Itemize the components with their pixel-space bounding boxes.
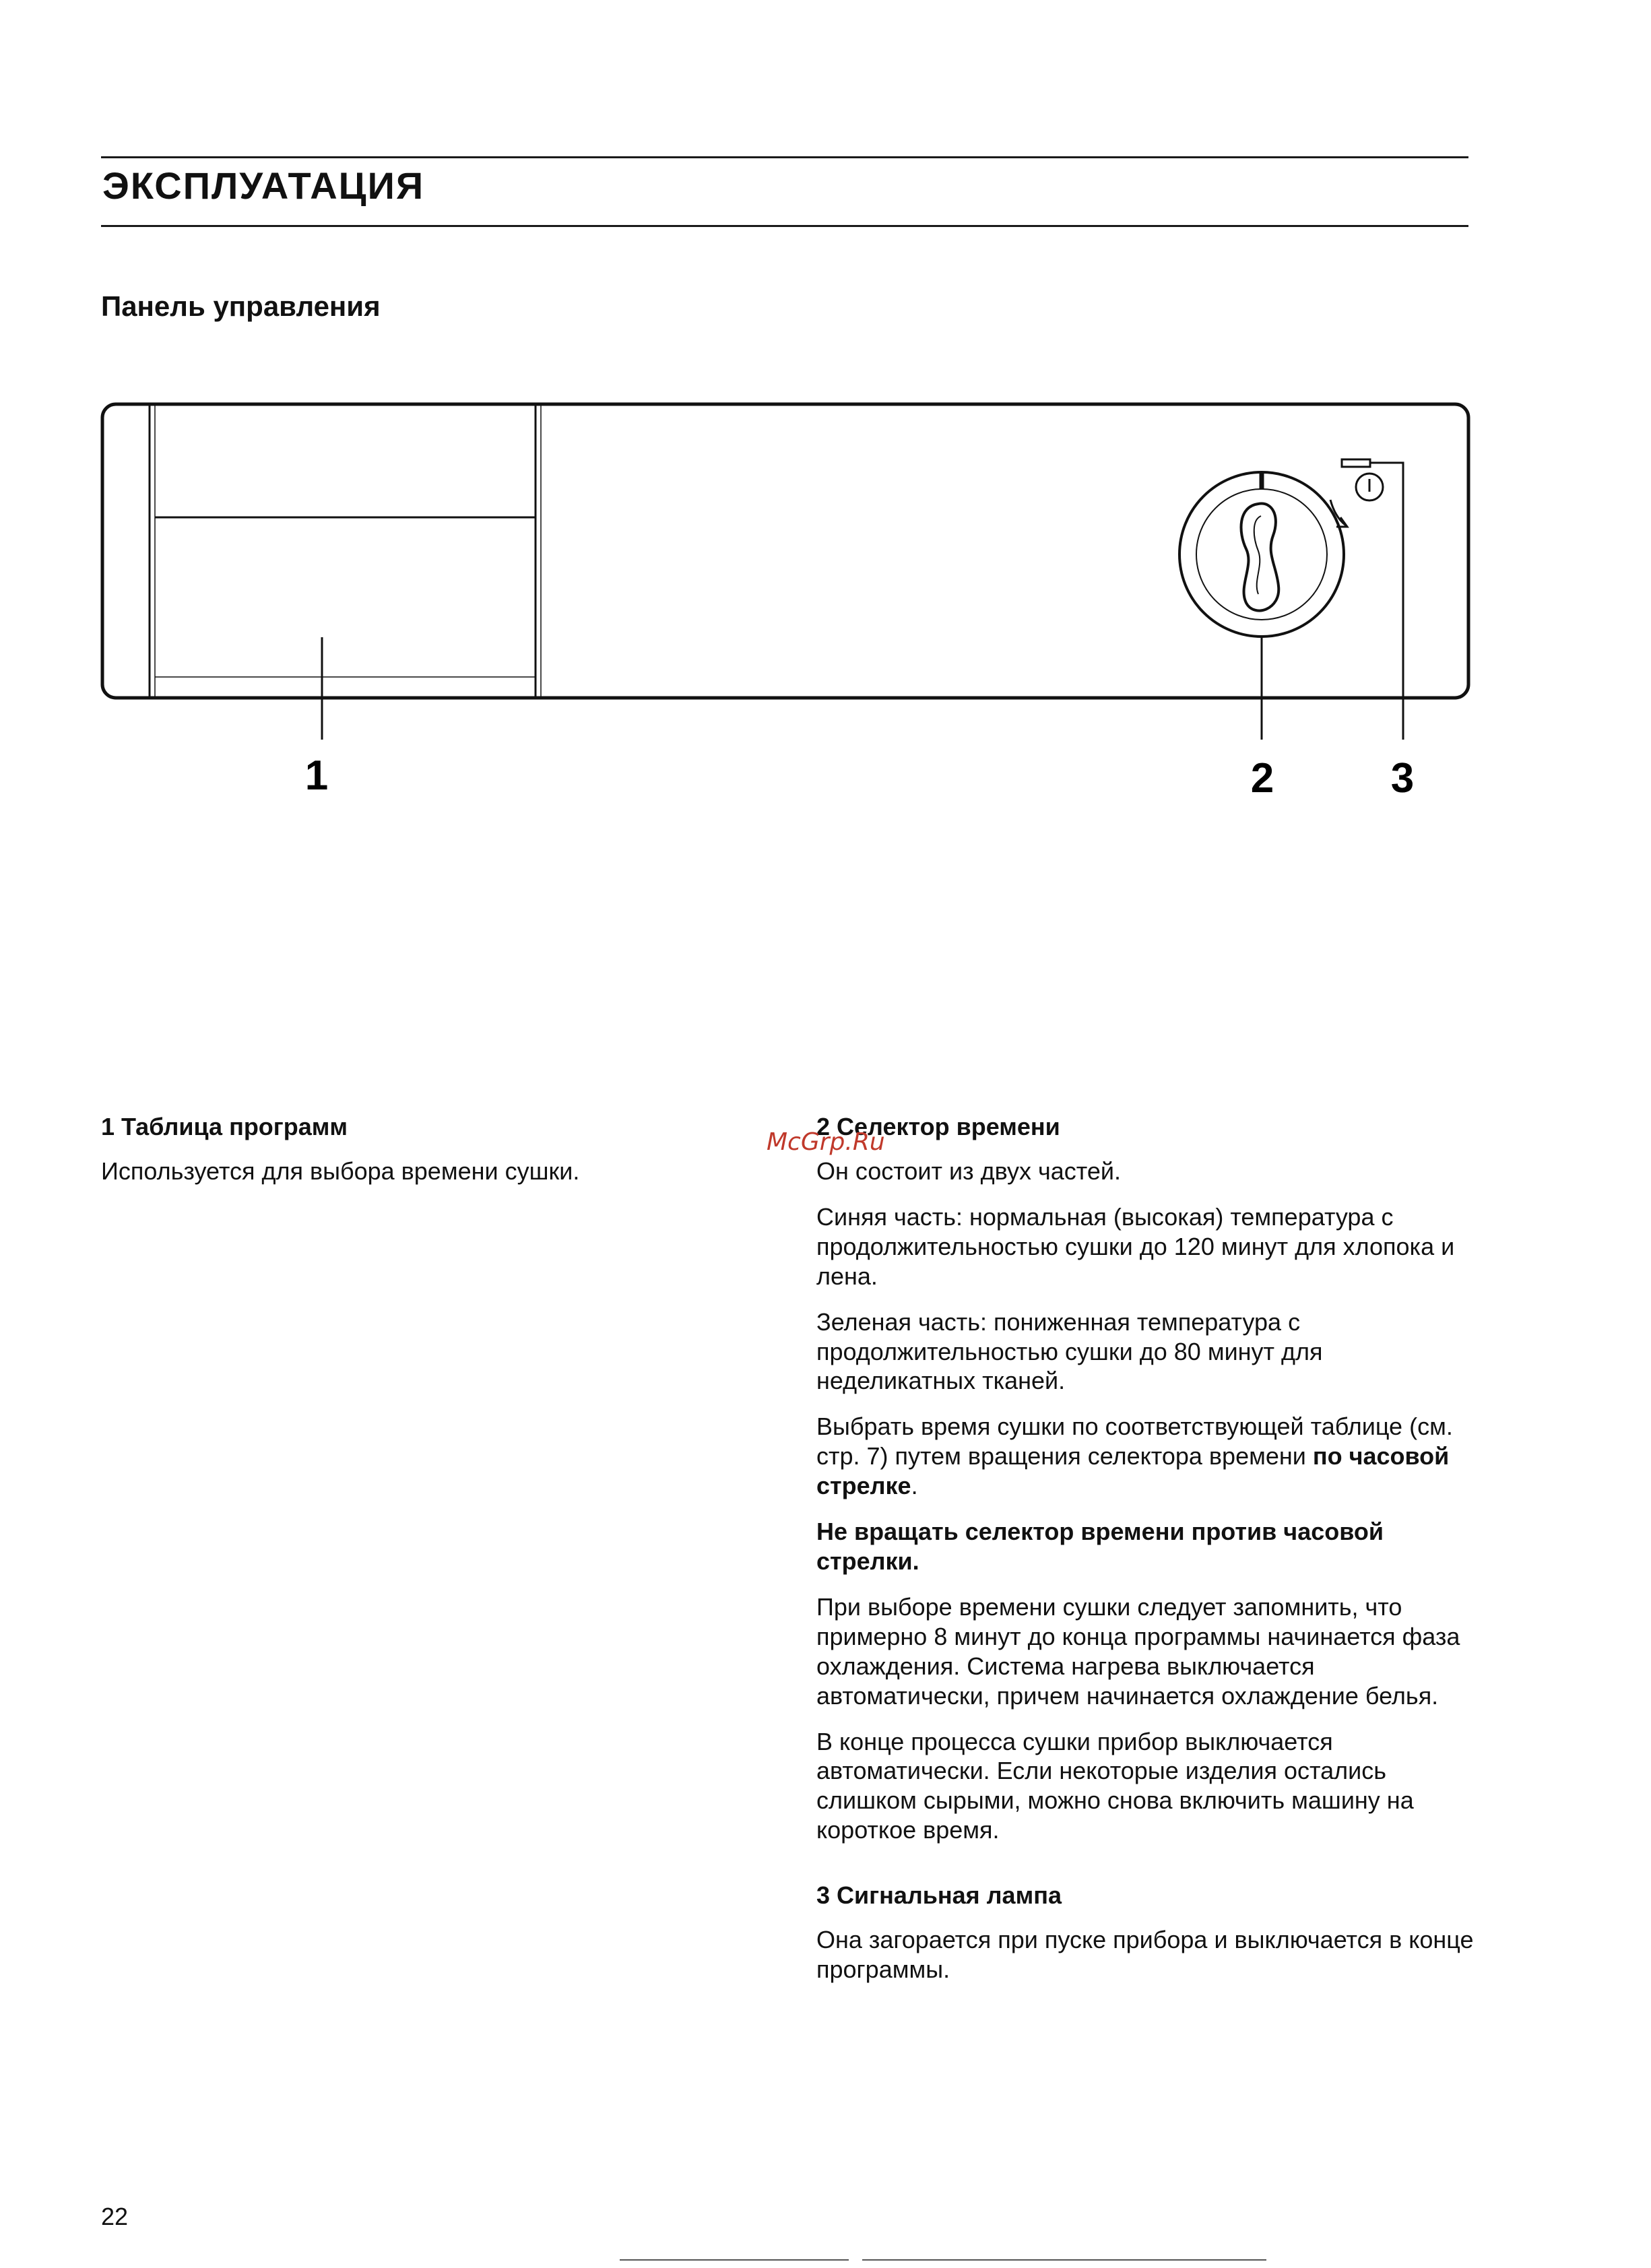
page-title: ЭКСПЛУАТАЦИЯ bbox=[102, 164, 425, 207]
watermark: McGrp.Ru bbox=[767, 1128, 885, 1156]
section-subtitle: Панель управления bbox=[101, 290, 381, 322]
signal-lamp-heading: 3 Сигнальная лампа bbox=[816, 1881, 1062, 1910]
signal-lamp bbox=[1342, 459, 1383, 500]
program-table-description bbox=[101, 1111, 707, 1202]
instruction-emphasis: по часовой стрелке bbox=[816, 1442, 1450, 1500]
paragraph: В конце процесса сушки прибор выключается автоматически. Если некоторые изделия остались слишком сырыми, можно снова включить машину на короткое время. bbox=[816, 1727, 1414, 1844]
instruction-paragraph bbox=[816, 1412, 1477, 1501]
paragraph: При выборе времени сушки следует запомнить, что примерно 8 минут до конца программы начинается фаза охлаждения. Система нагрева выключается автоматически, причем начинается охлаждение белья. bbox=[816, 1592, 1460, 1710]
program-table-heading: 1 Таблица программ bbox=[101, 1113, 348, 1140]
time-selector-knob bbox=[1179, 472, 1344, 637]
paragraph: Зеленая часть: пониженная температура с продолжительностью сушки до 80 минут для неделикатных тканей. bbox=[816, 1307, 1323, 1395]
instruction-text: Выбрать время сушки по соответствующей таблице (см. стр. 7) путем вращения селектора времени bbox=[816, 1413, 1453, 1470]
time-selector-description bbox=[816, 1111, 1477, 2001]
paragraph: Он состоит из двух частей. bbox=[816, 1157, 1121, 1185]
paragraph: Синяя часть: нормальная (высокая) температура с продолжительностью сушки до 120 минут для хлопока и лена. bbox=[816, 1202, 1455, 1290]
callout-number-2: 2 bbox=[1250, 755, 1274, 802]
bottom-rule bbox=[862, 2259, 1266, 2261]
bottom-rule bbox=[620, 2259, 849, 2261]
signal-lamp-text: Она загорается при пуске прибора и выключается в конце программы. bbox=[816, 1926, 1474, 1984]
page-number: 22 bbox=[101, 2203, 129, 2230]
callout-number-1: 1 bbox=[304, 752, 329, 799]
time-selector-heading: 2 Селектор времени bbox=[816, 1113, 1060, 1140]
program-table-text: Используется для выбора времени сушки. bbox=[101, 1157, 580, 1185]
instruction-end: . bbox=[911, 1472, 918, 1500]
warning-text: Не вращать селектор времени против часовой стрелки. bbox=[816, 1518, 1384, 1575]
callout-number-3: 3 bbox=[1390, 755, 1415, 802]
control-panel-diagram bbox=[0, 0, 1651, 842]
